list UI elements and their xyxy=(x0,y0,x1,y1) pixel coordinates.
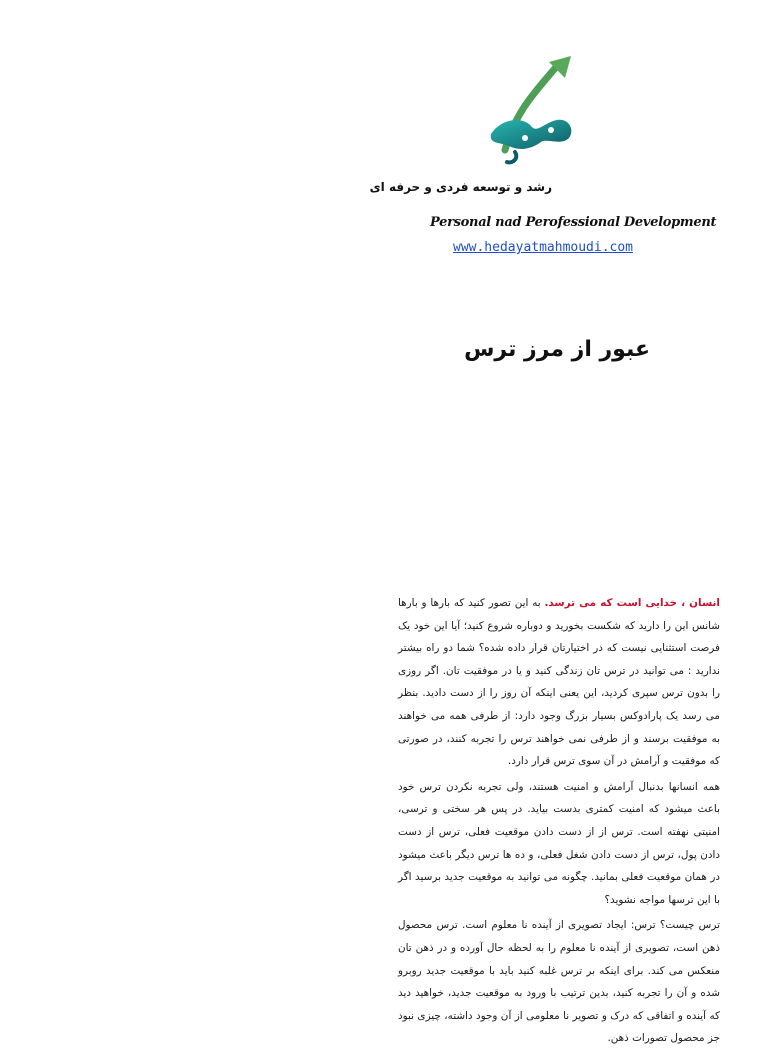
document-title: عبور از مرز ترس xyxy=(464,337,650,362)
paragraph-1-text: به این تصور کنید که بارها و بارها شانس این را دارید که شکست بخورید و دوباره شروع کنید؛ آیا این خود یک فرصت استثنایی نیست که در اختیارتان قرار داده شده؟ شما دو راه بیشتر ندارید : می توانید در ترس تان زندگی کنید و یا در موفقیت تان. اگر روزی را بدون ترس سپری کردید، این یعنی اینکه آن روز را از دست دادید. بنظر می رسد یک پارادوکس بسیار بزرگ وجود دارد: از طرفی همه می خواهند به موفقیت برسند و از طرفی نمی خواهند ترس را تجربه کنند، در صورتی که موفقیت و آرامش در آن سوی ترس قرار دارد. xyxy=(398,597,720,768)
arrow-growth-logo-icon xyxy=(485,52,575,172)
highlight-quote: انسان ، خدایی است که می ترسد. xyxy=(544,597,720,609)
paragraph-2: همه انسانها بدنبال آرامش و امنیت هستند، ولی تجربه نکردن ترس خود باعث میشود که امنیت کمتری بدست بیاید. در پس هر سختی و ترسی، امنیتی نهفته است. ترس از از دست دادن موقعیت فعلی، ترس از دست دادن پول، ترس از دست دادن شغل فعلی، و ده ها ترس دیگر باعث میشود در همان موقعیت فعلی بمانید. چگونه می توانید به موقعیت جدید برسید اگر با این ترسها مواجه نشوید؟ xyxy=(398,780,720,906)
paragraph-1 xyxy=(398,592,720,773)
tagline-english: Personal nad Perofessional Development xyxy=(430,215,717,230)
tagline-persian: رشد و توسعه فردی و حرفه ای xyxy=(369,180,552,194)
article-body xyxy=(398,592,720,1053)
paragraph-3: ترس چیست؟ ترس: ایجاد تصویری از آینده نا معلوم است. ترس محصول ذهن است، تصویری از آینده نا معلوم را به لحظه حال آورده و در ذهن تان منعکس می کند. برای اینکه بر ترس غلبه کنید باید با موقعیت جدید روبرو شده و آن را تجربه کنید، بدین ترتیب با ورود به موقعیت جدید، خواهید دید که آینده و اتفاقی که درک و تصویر نا معلومی از آن وجود داشته، چیزی نبود جز محصول تصورات ذهن. xyxy=(398,919,720,1045)
website-link[interactable]: www.hedayatmahmoudi.com xyxy=(453,240,634,255)
